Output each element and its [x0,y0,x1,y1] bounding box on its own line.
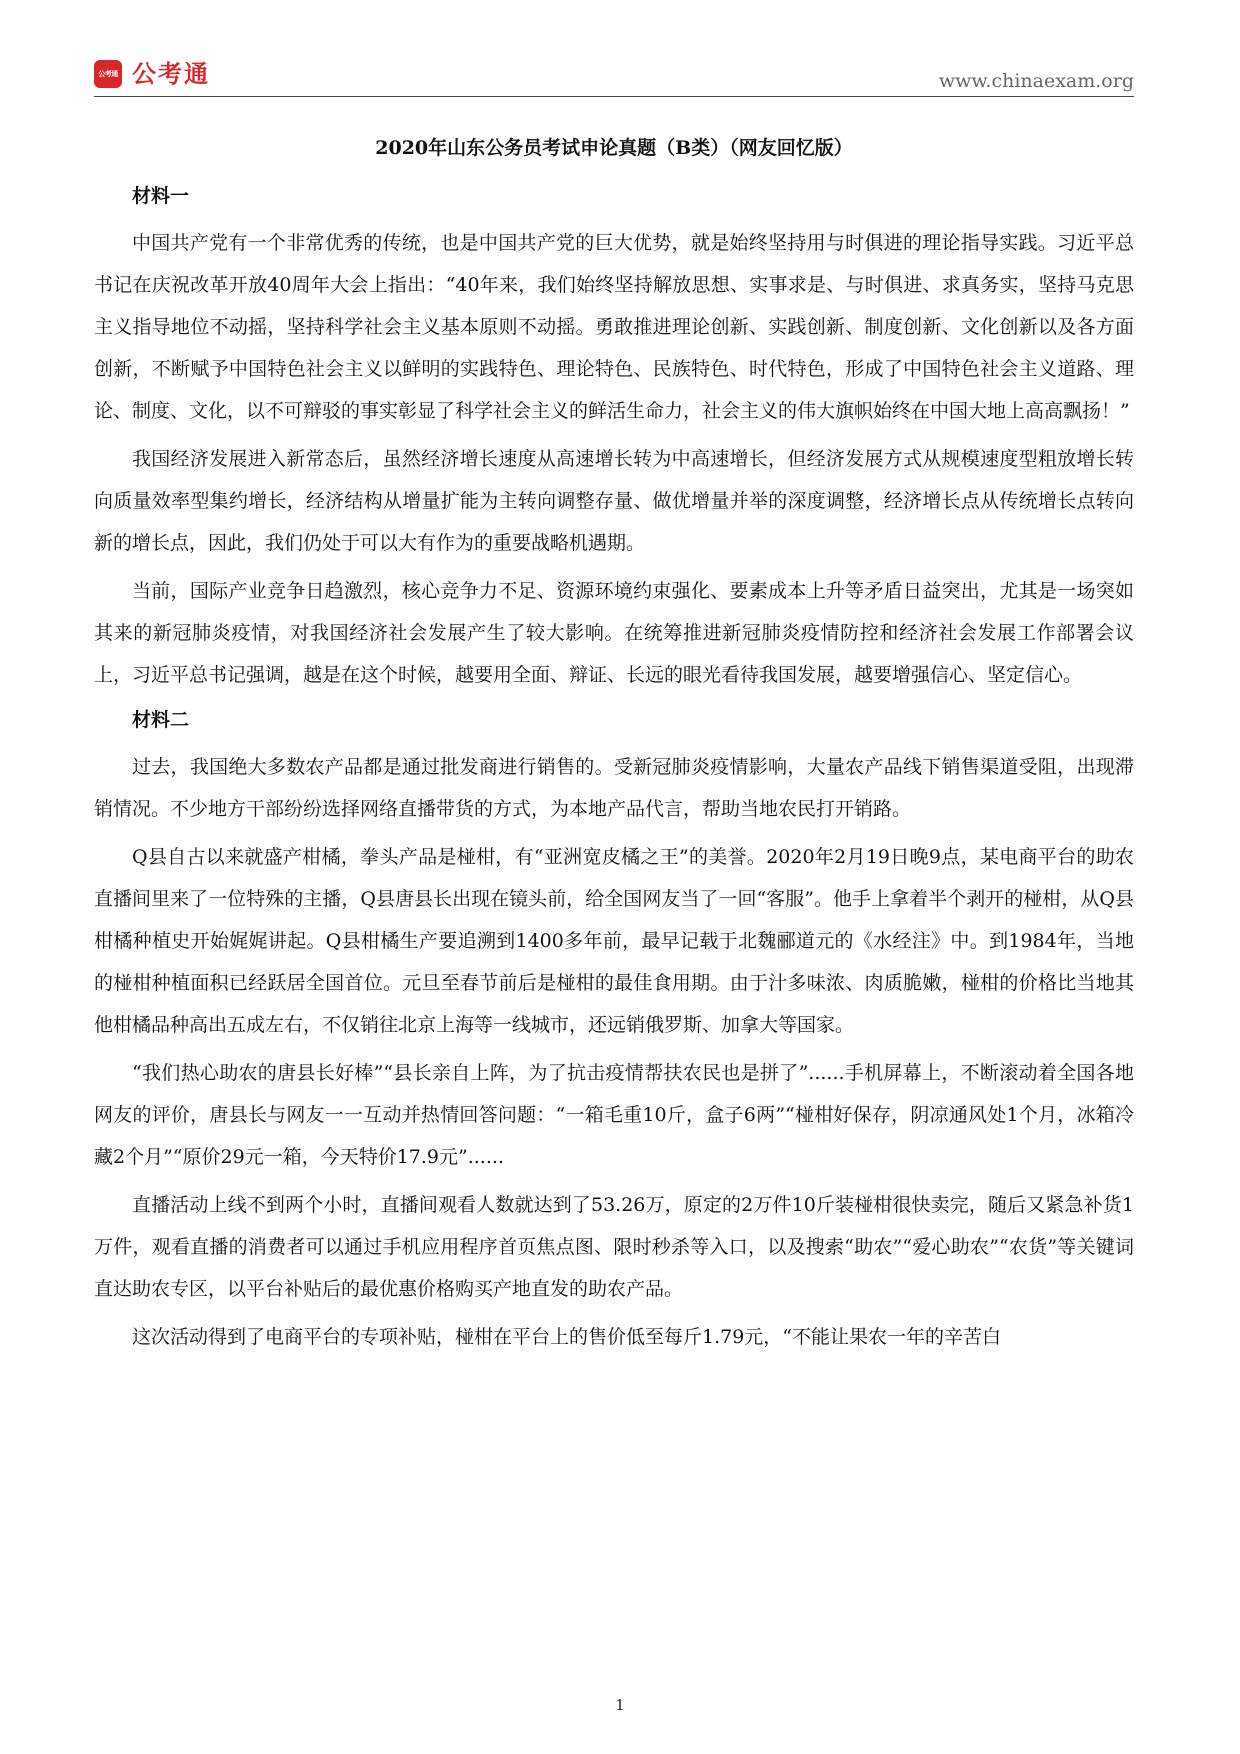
paragraph: Q县自古以来就盛产柑橘，拳头产品是椪柑，有“亚洲宽皮橘之王”的美誉。2020年2月19日晚9点，某电商平台的助农直播间里来了一位特殊的主播，Q县唐县长出现在镜头前，给全国网友当了一回“客服”。他手上拿着半个剥开的椪柑，从Q县柑橘种植史开始娓娓讲起。Q县柑橘生产要追溯到1400多年前，最早记载于北魏郦道元的《水经注》中。到1984年，当地的椪柑种植面积已经跃居全国首位。元旦至春节前后是椪柑的最佳食用期。由于汁多味浓、肉质脆嫩，椪柑的价格比当地其他柑橘品种高出五成左右，不仅销往北京上海等一线城市，还远销俄罗斯、加拿大等国家。 [94,846,1134,1036]
document-body [94,130,1134,1364]
header-divider [94,96,1134,97]
section-heading-material-1: 材料一 [132,185,190,207]
paragraph: 过去，我国绝大多数农产品都是通过批发商进行销售的。受新冠肺炎疫情影响，大量农产品线下销售渠道受阻，出现滞销情况。不少地方干部纷纷选择网络直播带货的方式，为本地产品代言，帮助当地农民打开销路。 [94,756,1134,820]
section-heading-material-2: 材料二 [132,709,190,731]
paragraph: 这次活动得到了电商平台的专项补贴，椪柑在平台上的售价低至每斤1.79元，“不能让果农一年的辛苦白 [132,1326,1002,1348]
paragraph: 中国共产党有一个非常优秀的传统，也是中国共产党的巨大优势，就是始终坚持用与时俱进的理论指导实践。习近平总书记在庆祝改革开放40周年大会上指出：“40年来，我们始终坚持解放思想、实事求是、与时俱进、求真务实，坚持马克思主义指导地位不动摇，坚持科学社会主义基本原则不动摇。勇敢推进理论创新、实践创新、制度创新、文化创新以及各方面创新，不断赋予中国特色社会主义以鲜明的实践特色、理论特色、民族特色、时代特色，形成了中国特色社会主义道路、理论、制度、文化，以不可辩驳的事实彰显了科学社会主义的鲜活生命力，社会主义的伟大旗帜始终在中国大地上高高飘扬！” [94,232,1134,422]
page-number: 1 [615,1696,625,1714]
paragraph: 我国经济发展进入新常态后，虽然经济增长速度从高速增长转为中高速增长，但经济发展方式从规模速度型粗放增长转向质量效率型集约增长，经济结构从增量扩能为主转向调整存量、做优增量并举的深度调整，经济增长点从传统增长点转向新的增长点，因此，我们仍处于可以大有作为的重要战略机遇期。 [94,448,1134,554]
page-header [94,56,1134,96]
site-url: www.chinaexam.org [938,70,1134,92]
brand-logo-text: 公考通 [132,60,210,88]
paragraph: 直播活动上线不到两个小时，直播间观看人数就达到了53.26万，原定的2万件10斤装椪柑很快卖完，随后又紧急补货1万件，观看直播的消费者可以通过手机应用程序首页焦点图、限时秒杀等入口，以及搜索“助农”“爱心助农”“农货”等关键词直达助农专区，以平台补贴后的最优惠价格购买产地直发的助农产品。 [94,1194,1134,1300]
brand-logo-badge: 公考通 [94,60,122,88]
paragraph: 当前，国际产业竞争日趋激烈，核心竞争力不足、资源环境约束强化、要素成本上升等矛盾日益突出，尤其是一场突如其来的新冠肺炎疫情，对我国经济社会发展产生了较大影响。在统筹推进新冠肺炎疫情防控和经济社会发展工作部署会议上，习近平总书记强调，越是在这个时候，越要用全面、辩证、长远的眼光看待我国发展，越要增强信心、坚定信心。 [94,580,1134,686]
document-title: 2020年山东公务员考试申论真题（B类）（网友回忆版） [375,137,853,159]
paragraph: “我们热心助农的唐县长好棒”“县长亲自上阵，为了抗击疫情帮扶农民也是拼了”......手机屏幕上，不断滚动着全国各地网友的评价，唐县长与网友一一互动并热情回答问题：“一箱毛重10斤，盒子6两”“椪柑好保存，阴凉通风处1个月，冰箱冷藏2个月”“原价29元一箱，今天特价17.9元”...... [94,1062,1134,1168]
